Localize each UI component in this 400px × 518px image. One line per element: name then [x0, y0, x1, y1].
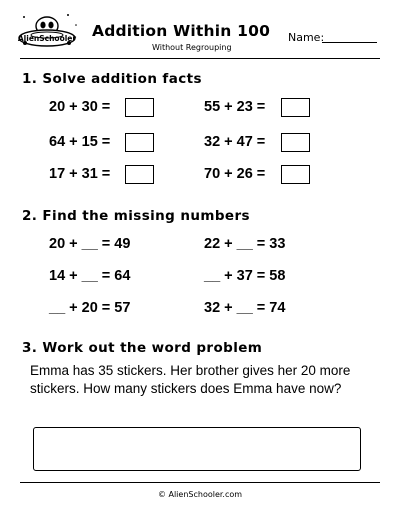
name-label: Name:	[288, 31, 325, 44]
answer-box[interactable]	[125, 165, 154, 184]
worksheet-title: Addition Within 100	[92, 22, 271, 40]
equation: 70 + 26 =	[204, 166, 266, 182]
footer-credit: © AlienSchooler.com	[157, 490, 243, 499]
alienschooler-logo	[16, 11, 82, 55]
equation: __ + 37 = 58	[204, 268, 286, 284]
equation: 17 + 31 =	[49, 166, 111, 182]
footer-divider	[20, 482, 380, 483]
answer-area[interactable]	[33, 427, 361, 471]
logo-text: AlienSchooler	[17, 34, 77, 43]
answer-box[interactable]	[125, 98, 154, 117]
equation: 32 + 47 =	[204, 134, 266, 150]
answer-box[interactable]	[281, 98, 310, 117]
equation: 55 + 23 =	[204, 99, 266, 115]
section-3-heading: 3. Work out the word problem	[22, 340, 263, 356]
equation: __ + 20 = 57	[49, 300, 131, 316]
worksheet-subtitle: Without Regrouping	[152, 43, 232, 52]
answer-box[interactable]	[281, 165, 310, 184]
word-problem-text: Emma has 35 stickers. Her brother gives her 20 more stickers. How many stickers does Emma have now?	[30, 363, 351, 396]
section-1-heading: 1. Solve addition facts	[22, 71, 202, 87]
answer-box[interactable]	[281, 133, 310, 152]
equation: 32 + __ = 74	[204, 300, 286, 316]
equation: 20 + 30 =	[49, 99, 111, 115]
section-2-heading: 2. Find the missing numbers	[22, 208, 250, 224]
equation: 14 + __ = 64	[49, 268, 131, 284]
name-field[interactable]	[322, 42, 377, 43]
header-divider	[20, 58, 380, 59]
equation: 20 + __ = 49	[49, 236, 131, 252]
equation: 22 + __ = 33	[204, 236, 286, 252]
equation: 64 + 15 =	[49, 134, 111, 150]
answer-box[interactable]	[125, 133, 154, 152]
